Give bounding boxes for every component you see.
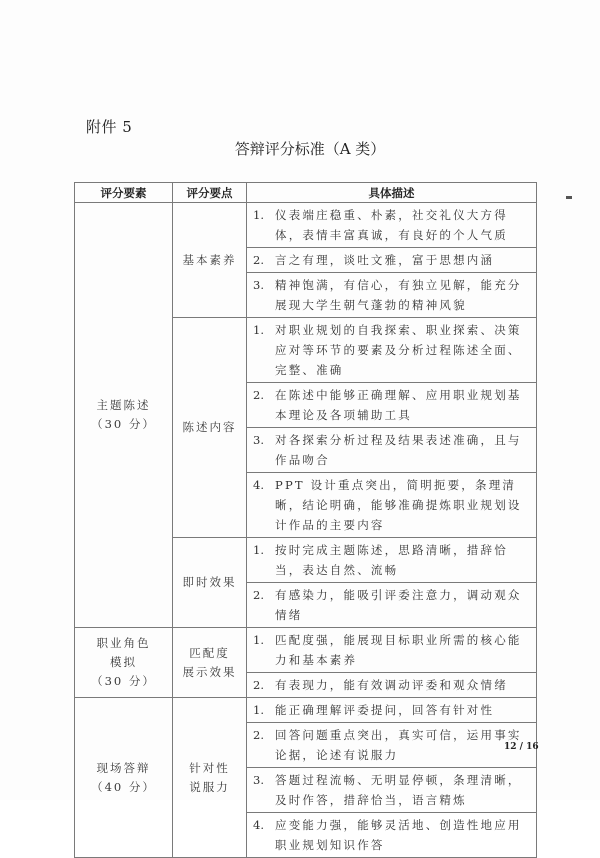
item-number: 1. [253,543,264,557]
scan-artifact-mark [566,196,572,199]
description-cell [247,538,537,583]
point-name-line: 匹配度 [189,645,230,660]
category-score: （40 分） [91,779,156,794]
scoring-criteria-table [74,182,537,858]
point-cell-immediate-effect: 即时效果 [173,538,247,628]
description-cell [247,768,537,813]
description-cell [247,383,537,428]
item-text: 答题过程流畅、无明显停顿，条理清晰，及时作答，措辞恰当，语言精炼 [275,773,522,807]
description-cell [247,723,537,768]
description-cell [247,473,537,538]
item-number: 1. [253,633,264,647]
item-number: 3. [253,773,264,787]
item-text: 有表现力，能有效调动评委和观众情绪 [275,678,508,692]
item-number: 2. [253,678,264,692]
item-text: 对各探索分析过程及结果表述准确，且与作品吻合 [275,433,522,467]
item-text: 应变能力强，能够灵活地、创造性地应用职业规划知识作答 [275,818,522,852]
item-number: 2. [253,388,264,402]
point-name-line: 展示效果 [182,664,237,679]
table-row [75,203,537,248]
point-cell-presentation-content: 陈述内容 [173,318,247,538]
item-number: 1. [253,323,264,337]
category-name: 主题陈述 [96,398,151,412]
table-row [75,698,537,723]
item-text: 按时完成主题陈述，思路清晰，措辞恰当，表达自然、流畅 [275,543,508,577]
description-cell [247,318,537,383]
page-number: 12 / 16 [504,742,539,752]
table-header-row [75,183,537,203]
point-cell-basic-quality: 基本素养 [173,203,247,318]
header-scoring-point: 评分要点 [173,183,247,203]
item-number: 4. [253,818,264,832]
item-number: 1. [253,208,264,222]
item-number: 3. [253,278,264,292]
category-cell-career-role-simulation [75,628,173,698]
item-number: 2. [253,728,264,742]
point-name-line: 针对性 [189,760,230,775]
category-score: （30 分） [91,674,156,688]
item-text: 言之有理，谈吐文雅，富于思想内涵 [275,253,495,267]
description-cell [247,248,537,273]
item-text: 精神饱满，有信心，有独立见解，能充分展现大学生朝气蓬勃的精神风貌 [275,278,522,312]
item-text: 仪表端庄稳重、朴素，社交礼仪大方得体，表情丰富真诚，有良好的个人气质 [275,208,508,242]
description-cell [247,273,537,318]
point-name-line: 说服力 [189,779,230,794]
point-cell-relevance-persuasiveness [173,698,247,858]
description-cell [247,813,537,858]
category-name-line: 职业角色 [96,636,151,650]
attachment-label: 附件 5 [86,118,133,136]
header-scoring-element: 评分要素 [75,183,173,203]
category-name: 现场答辩 [96,760,151,775]
description-cell [247,698,537,723]
item-number: 4. [253,478,264,492]
header-description: 具体描述 [247,183,537,203]
point-cell-match-display [173,628,247,698]
item-number: 2. [253,253,264,267]
item-text: 回答问题重点突出，真实可信，运用事实论据，论述有说服力 [275,728,522,762]
description-cell [247,583,537,628]
item-number: 3. [253,433,264,447]
table-row [75,628,537,673]
item-number: 2. [253,588,264,602]
description-cell [247,628,537,673]
item-text: 对职业规划的自我探索、职业探索、决策应对等环节的要素及分析过程陈述全面、完整、准确 [275,323,522,377]
category-cell-theme-presentation [75,203,173,628]
item-text: 有感染力，能吸引评委注意力，调动观众情绪 [275,588,522,622]
item-text: 匹配度强，能展现目标职业所需的核心能力和基本素养 [275,633,522,667]
item-text: 在陈述中能够正确理解、应用职业规划基本理论及各项辅助工具 [275,388,522,422]
category-cell-live-defense [75,698,173,858]
document-title: 答辩评分标准（A 类） [234,140,386,158]
item-text: 能正确理解评委提问，回答有针对性 [275,703,495,717]
category-name-line: 模拟 [110,655,137,669]
description-cell [247,673,537,698]
item-number: 1. [253,703,264,717]
item-text: PPT 设计重点突出，简明扼要，条理清晰，结论明确，能够准确提炼职业规划设计作品的主要内容 [275,478,522,532]
category-score: （30 分） [91,417,156,431]
description-cell [247,428,537,473]
description-cell [247,203,537,248]
